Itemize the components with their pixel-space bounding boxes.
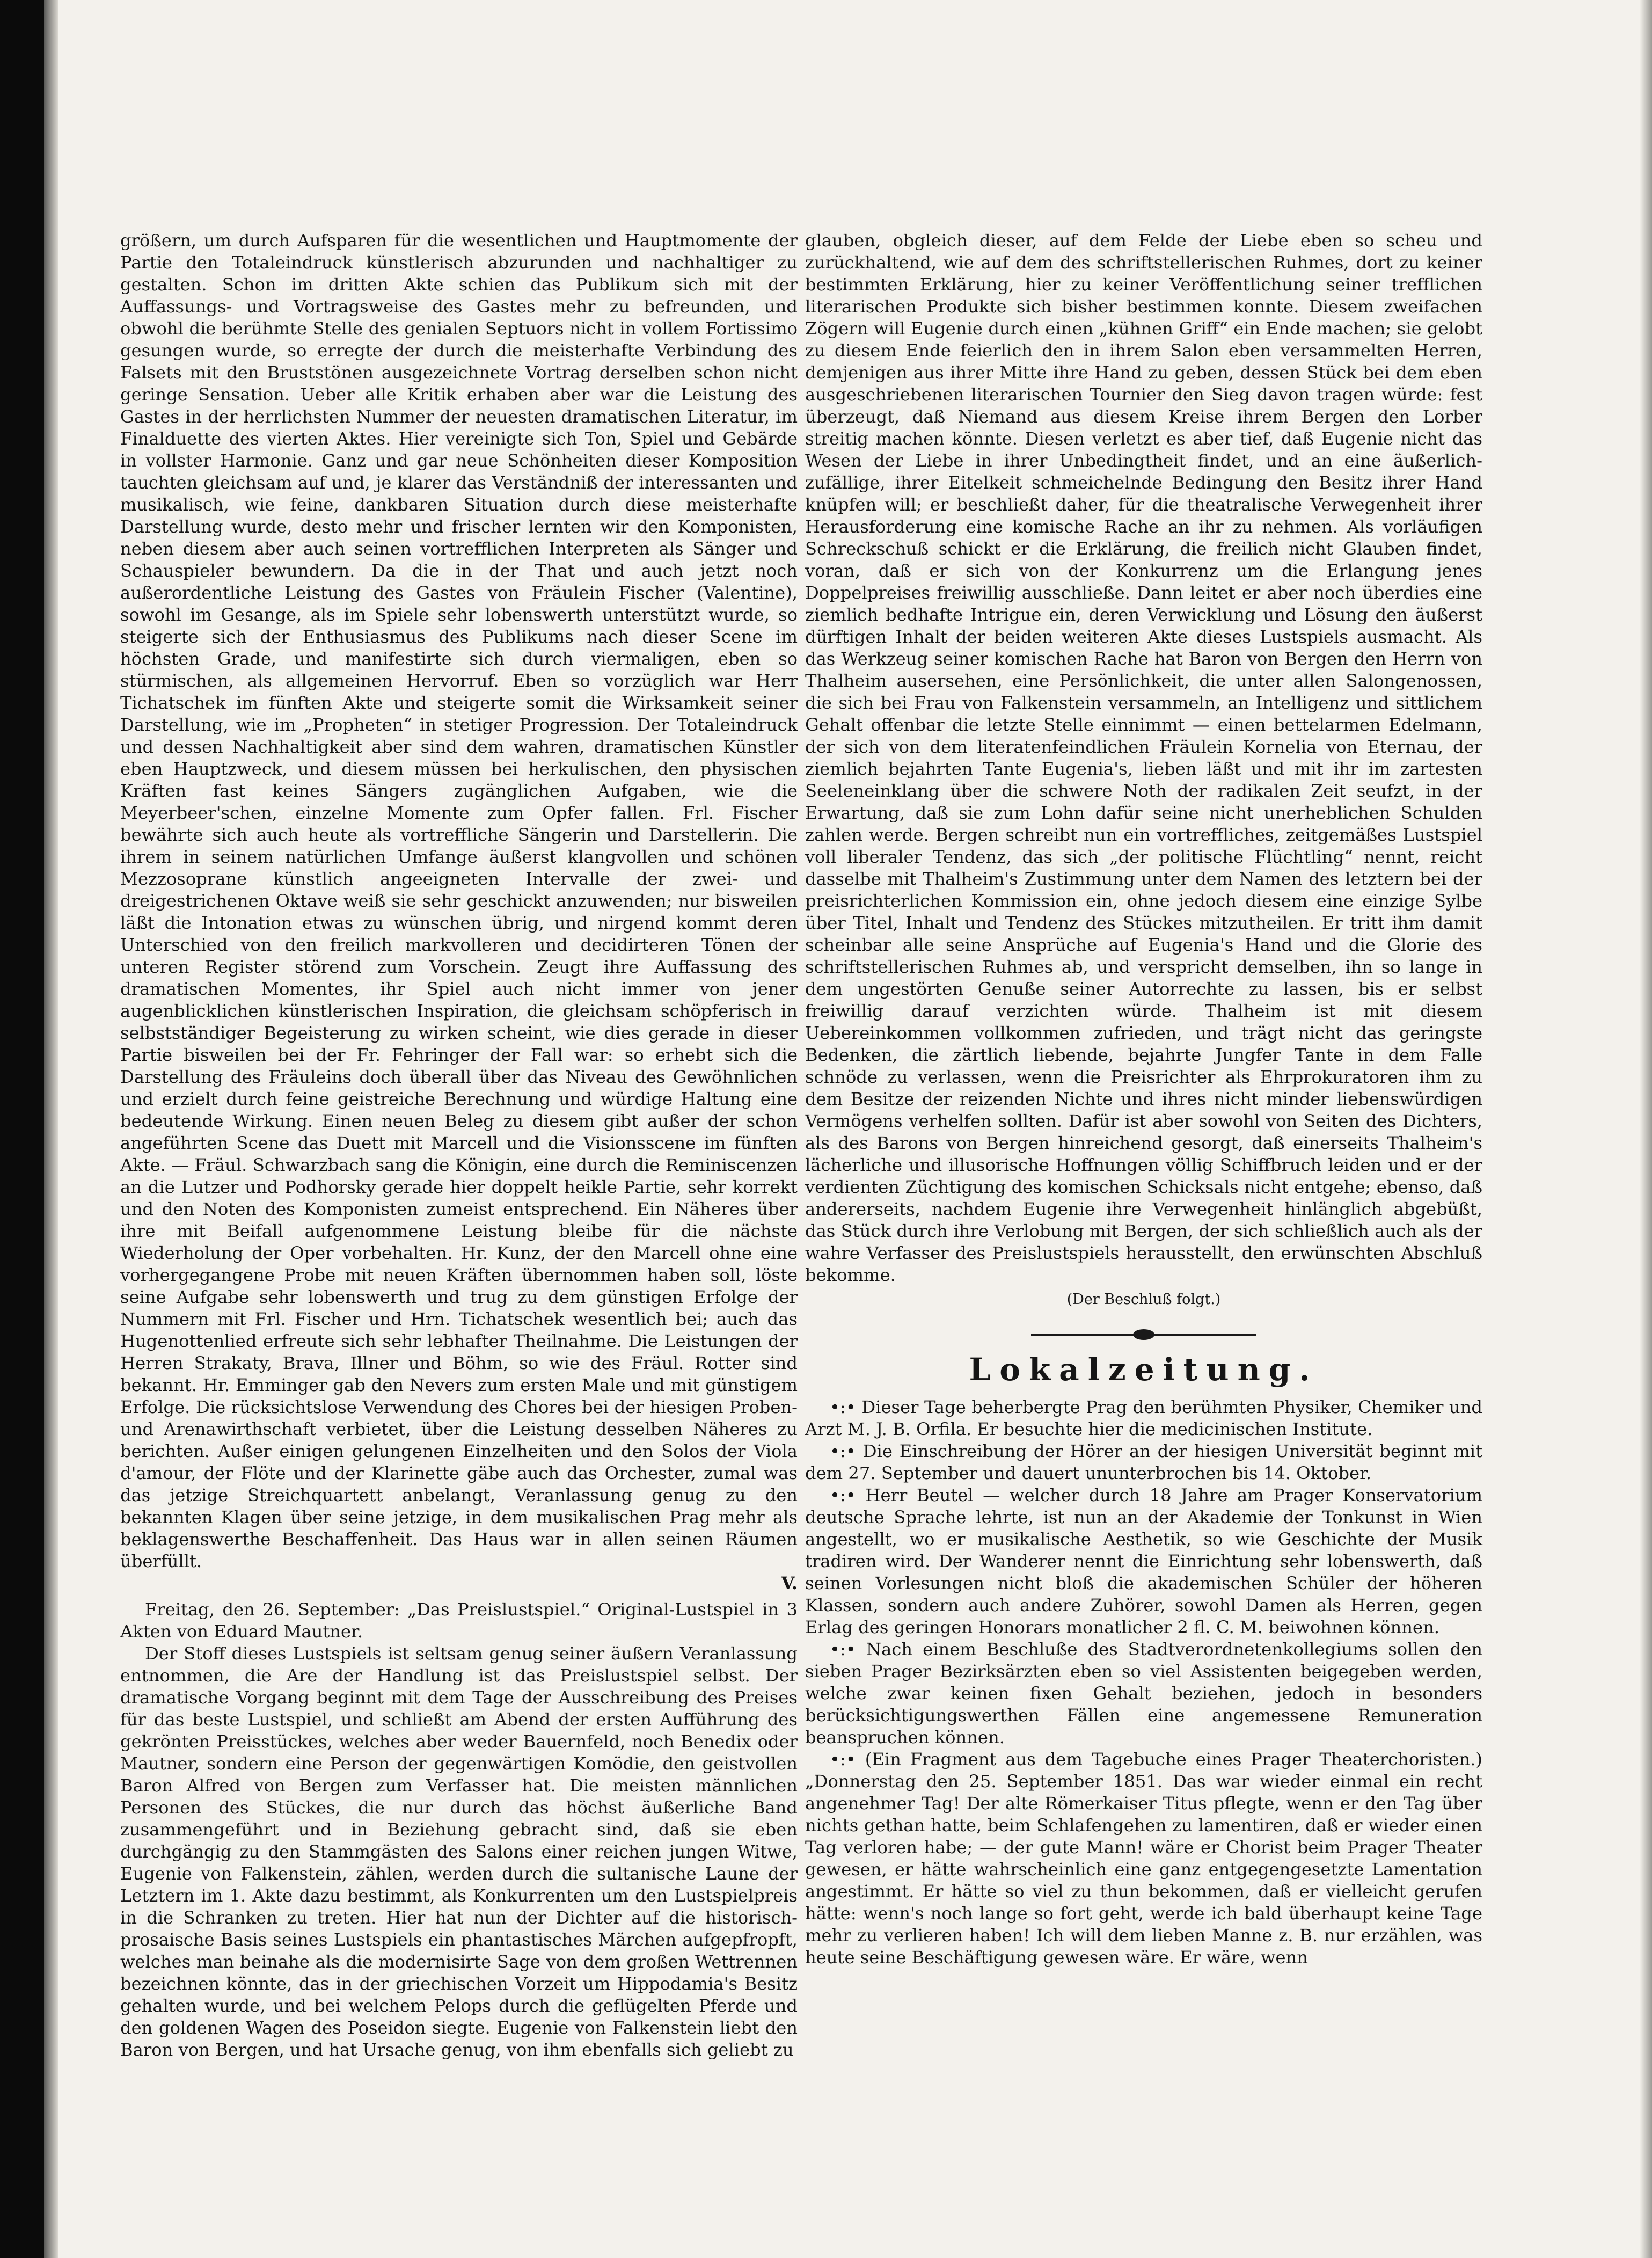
news-item: •:• Nach einem Beschluße des Stadtverordnetenkollegiums sollen den sieben Prager Bezirksärzten eben so viel Assistenten beigegeben werden, welche zwar keinen fixen Gehalt beziehen, jedoch in besonders berücksichtigungswerthen Fällen eine angemessene Remuneration beanspruchen können. <box>805 1639 1482 1747</box>
item-marker: •:• <box>830 1749 856 1769</box>
item-marker: •:• <box>830 1441 856 1461</box>
section-title: Lokalzeitung. <box>969 1351 1319 1388</box>
performance-heading: Freitag, den 26. September: „Das Preislustspiel.“ Original-Lustspiel in 3 Akten von Eduard Mautner. <box>120 1599 798 1642</box>
review-paragraph: Der Stoff dieses Lustspiels ist seltsam genug seiner äußern Veranlassung entnommen, die Are der Handlung ist das Preislustspiel selbst. Der dramatische Vorgang beginnt mit dem Tage der Ausschreibung des Preises für das beste Lustspiel, und schließt am Abend der ersten Aufführung des gekrönten Preisstückes, welches aber weder Bauernfeld, noch Benedix oder Mautner, sondern eine Person der gegenwärtigen Komödie, den geistvollen Baron Alfred von Bergen zum Verfasser hat. Die meisten männlichen Personen des Stückes, die nur durch das höchst äußerliche Band zusammengeführt und in Beziehung gebracht sind, daß sie eben durchgängig zu den Stammgästen des Salons einer reichen jungen Witwe, Eugenie von Falkenstein, zählen, werden durch die sultanische Laune der Letztern im 1. Akte dazu bestimmt, als Konkurrenten um den Lustspielpreis in die Schranken zu treten. Hier hat nun der Dichter auf die historisch-prosaische Basis seines Lustspiels ein phantastisches Märchen aufgepfropft, welches man beinahe als die modernisirte Sage von dem großen Wettrennen bezeichnen könnte, das in der griechischen Vorzeit um Hippodamia's Besitz gehalten wurde, und bei welchem Pelops durch die geflügelten Pferde und den goldenen Wagen des Poseidon siegte. Eugenie von Falkenstein liebt den Baron von Bergen, und hat Ursache genug, von ihm ebenfalls sich geliebt zu <box>120 1643 798 2060</box>
news-item: •:• Die Einschreibung der Hörer an der hiesigen Universität beginnt mit dem 27. September und dauert ununterbrochen bis 14. Oktober. <box>805 1441 1482 1483</box>
page-edge-shadow <box>1640 0 1652 2258</box>
news-item: •:• (Ein Fragment aus dem Tagebuche eines Prager Theaterchoristen.) „Donnerstag den 25. September 1851. Das war wieder einmal ein recht angenehmer Tag! Der alte Römerkaiser Titus pflegte, wenn er den Tag über nichts gethan hatte, beim Schlafengehen zu lamentiren, daß er wieder einen Tag verloren habe; — der gute Mann! wäre er Chorist beim Prager Theater gewesen, er hätte wahrscheinlich eine ganz entgegengesetzte Lamentation angestimmt. Er hätte so viel zu thun bekommen, daß er vielleicht gerufen hätte: wenn's noch lange so fort geht, werde ich bald überhaupt keine Tage mehr zu verlieren haben! Ich will dem lieben Manne z. B. nur erzählen, was heute seine Beschäftigung gewesen wäre. Er wäre, wenn <box>805 1749 1482 1968</box>
continued-note: (Der Beschluß folgt.) <box>1066 1291 1221 1308</box>
news-item: •:• Herr Beutel — welcher durch 18 Jahre am Prager Konservatorium deutsche Sprache lehrte, ist nun an der Akademie der Tonkunst in Wien angestellt, wo er musikalische Aesthetik, so wie Geschichte der Musik tradiren wird. Der Wanderer nennt die Einrichtung sehr lobenswerth, daß seinen Vorlesungen nicht bloß die akademischen Schüler der höheren Klassen, sondern auch andere Zuhörer, sowohl Damen als Herren, gegen Erlag des geringen Honorars monatlicher 2 fl. C. M. beiwohnen können. <box>805 1485 1482 1637</box>
review-paragraph: größern, um durch Aufsparen für die wesentlichen und Hauptmomente der Partie den Totaleindruck künstlerisch abzurunden und nachhaltiger zu gestalten. Schon im dritten Akte schien das Publikum sich mit der Auffassungs- und Vortragsweise des Gastes mehr zu befreunden, und obwohl die berühmte Stelle des genialen Septuors nicht in vollem Fortissimo gesungen wurde, so erregte der durch die meisterhafte Verbindung des Falsets mit den Bruststönen ausgezeichnete Vortrag derselben schon nicht geringe Sensation. Ueber alle Kritik erhaben aber war die Leistung des Gastes in der herrlichsten Nummer der neuesten dramatischen Literatur, im Finalduette des vierten Aktes. Hier vereinigte sich Ton, Spiel und Gebärde in vollster Harmonie. Ganz und gar neue Schönheiten dieser Komposition tauchten gleichsam auf und, je klarer das Verständniß der interessanten und musikalisch, wie feine, dankbaren Situation durch diese meisterhafte Darstellung wurde, desto mehr und frischer lernten wir den Komponisten, neben diesem aber auch seinen vortrefflichen Interpreten als Sänger und Schauspieler bewundern. Da die in der That und auch jetzt noch außerordentliche Leistung des Gastes von Fräulein Fischer (Valentine), sowohl im Gesange, als im Spiele sehr lobenswerth unterstützt wurde, so steigerte sich der Enthusiasmus des Publikums nach dieser Scene im höchsten Grade, und manifestirte sich durch viermaligen, eben so stürmischen, als allgemeinen Hervorruf. Eben so vorzüglich war Herr Tichatschek im fünften Akte und steigerte somit die Wirksamkeit seiner Darstellung, wie im „Propheten“ in stetiger Progression. Der Totaleindruck und dessen Nachhaltigkeit aber sind dem wahren, dramatischen Künstler eben Hauptzweck, und diesem müssen bei herkulischen, den physischen Kräften fast keines Sängers zugänglichen Aufgaben, wie die Meyerbeer'schen, einzelne Momente zum Opfer fallen. Frl. Fischer bewährte sich auch heute als vortreffliche Sängerin und Darstellerin. Die ihrem in seinem natürlichen Umfange äußerst klangvollen und schönen Mezzosoprane künstlich angeeigneten Intervalle der zwei- und dreigestrichenen Oktave weiß sie sehr geschickt anzuwenden; nur bisweilen läßt die Intonation etwas zu wünschen übrig, und nirgend kommt deren Unterschied von den freilich markvolleren und decidirteren Tönen der unteren Register störend zum Vorschein. Zeugt ihre Auffassung des dramatischen Momentes, ihr Spiel auch nicht immer von jener augenblicklichen künstlerischen Inspiration, die gleichsam schöpferisch in selbstständiger Begeisterung zu wirken scheint, wie dies gerade in dieser Partie bisweilen bei der Fr. Fehringer der Fall war: so erhebt sich die Darstellung des Fräuleins doch überall über das Niveau des Gewöhnlichen und erzielt durch feine geistreiche Berechnung und würdige Haltung eine bedeutende Wirkung. Einen neuen Beleg zu diesem gibt außer der schon angeführten Scene das Duett mit Marcell und die Visionsscene im fünften Akte. — Fräul. Schwarzbach sang die Königin, eine durch die Reminiscenzen an die Lutzer und Podhorsky gerade hier doppelt heikle Partie, sehr korrekt und den Noten des Komponisten zumeist entsprechend. Ein Näheres über ihre mit Beifall aufgenommene Leistung bleibe für die nächste Wiederholung der Oper vorbehalten. Hr. Kunz, der den Marcell ohne eine vorhergegangene Probe mit neuen Kräften übernommen haben soll, löste seine Aufgabe sehr lobenswerth und trug zu dem günstigen Erfolge der Nummern mit Frl. Fischer und Hrn. Tichatschek wesentlich bei; auch das Hugenottenlied erfreute sich sehr lebhafter Theilnahme. Die Leistungen der Herren Strakaty, Brava, Illner und Böhm, so wie des Fräul. Rotter sind bekannt. Hr. Emminger gab den Nevers zum ersten Male und mit günstigem Erfolge. Die rücksichtslose Verwendung des Chores bei der hiesigen Proben- und Arenawirthschaft verbietet, über die Leistung desselben Näheres zu berichten. Außer einigen gelungenen Einzelheiten und den Solos der Viola d'amour, der Flöte und der Klarinette gäbe auch das Orchester, zumal was das jetzige Streichquartett anbelangt, Veranlassung genug zu den bekannten Klagen über seine jetzige, in dem musikalischen Prag mehr als beklagenswerthe Beschaffenheit. Das Haus war in allen seinen Räumen überfüllt. <box>120 230 798 1571</box>
item-marker: •:• <box>830 1397 856 1417</box>
section-divider <box>1031 1329 1256 1341</box>
author-signature: V. <box>781 1573 798 1593</box>
page-gutter-shadow <box>44 0 58 2258</box>
review-paragraph: glauben, obgleich dieser, auf dem Felde der Liebe eben so scheu und zurückhaltend, wie auf dem des schriftstellerischen Ruhmes, dort zu keiner bestimmten Erklärung, hier zu keiner Veröffentlichung seiner trefflichen literarischen Produkte sich bisher bestimmen konnte. Diesem zweifachen Zögern will Eugenie durch einen „kühnen Griff“ ein Ende machen; sie gelobt zu diesem Ende feierlich den in ihrem Salon eben versammelten Herren, demjenigen aus ihrer Mitte ihre Hand zu geben, dessen Stück bei dem eben ausgeschriebenen literarischen Tournier den Sieg davon tragen würde: fest überzeugt, daß Niemand aus diesem Kreise ihrem Bergen den Lorber streitig machen könnte. Diesen verletzt es aber tief, daß Eugenie nicht das Wesen der Liebe in ihrer Unbedingtheit findet, und an eine äußerlich-zufällige, ihrer Eitelkeit schmeichelnde Bedingung den Besitz ihrer Hand knüpfen will; er beschließt daher, für die theatralische Verwegenheit ihrer Herausforderung eine komische Rache an ihr zu nehmen. Als vorläufigen Schreckschuß schickt er die Erklärung, die freilich nicht Glauben findet, voran, daß er sich von der Konkurrenz um die Erlangung jenes Doppelpreises freiwillig ausschließe. Dann leitet er aber noch überdies eine ziemlich bedhafte Intrigue ein, deren Verwicklung und Lösung den äußerst dürftigen Inhalt der beiden weiteren Akte dieses Lustspiels ausmacht. Als das Werkzeug seiner komischen Rache hat Baron von Bergen den Herrn von Thalheim ausersehen, eine Persönlichkeit, die unter allen Salongenossen, die sich bei Frau von Falkenstein versammeln, an Intelligenz und sittlichem Gehalt offenbar die letzte Stelle einnimmt — einen bettelarmen Edelmann, der sich von dem literatenfeindlichen Fräulein Kornelia von Eternau, der ziemlich bejahrten Tante Eugenia's, lieben läßt und mit ihr im zartesten Seeleneinklang über die schwere Noth der radikalen Zeit seufzt, in der Erwartung, daß sie zum Lohn dafür seine nicht unerheblichen Schulden zahlen werde. Bergen schreibt nun ein vortreffliches, zeitgemäßes Lustspiel voll liberaler Tendenz, das sich „der politische Flüchtling“ nennt, reicht dasselbe mit Thalheim's Zustimmung unter dem Namen des letztern bei der preisrichterlichen Kommission ein, ohne jedoch diesem eine einzige Sylbe über Titel, Inhalt und Tendenz des Stückes mitzutheilen. Er tritt ihm damit scheinbar alle seine Ansprüche auf Eugenia's Hand und die Glorie des schriftstellerischen Ruhmes ab, und verspricht demselben, ihn so lange in dem ungestörten Genuße seiner Autorrechte zu lassen, bis er selbst freiwillig darauf verzichten würde. Thalheim ist mit diesem Uebereinkommen vollkommen zufrieden, und trägt nicht das geringste Bedenken, die zärtlich liebende, bejahrte Jungfer Tante in dem Falle schnöde zu verlassen, wenn die Preisrichter als Ehrprokuratoren ihm zu dem Besitze der reizenden Nichte und ihres nicht minder liebenswürdigen Vermögens verhelfen sollten. Dafür ist aber sowohl von Seiten des Dichters, als des Barons von Bergen hinreichend gesorgt, daß einerseits Thalheim's lächerliche und illusorische Hoffnungen völlig Schiffbruch leiden und er der verdienten Züchtigung des komischen Schicksals nicht entgehe; ebenso, daß andererseits, nachdem Eugenie ihre Verwegenheit hinlänglich abgebüßt, das Stück durch ihre Verlobung mit Bergen, der sich schließlich auch als der wahre Verfasser des Preislustspiels herausstellt, den erwünschten Abschluß bekomme. <box>805 230 1482 1285</box>
item-marker: •:• <box>830 1485 856 1505</box>
book-spine <box>0 0 44 2258</box>
right-column <box>805 230 1482 1969</box>
item-marker: •:• <box>830 1639 856 1659</box>
news-item: •:• Dieser Tage beherbergte Prag den berühmten Physiker, Chemiker und Arzt M. J. B. Orfila. Er besuchte hier die medicinischen Institute. <box>805 1397 1482 1439</box>
left-column <box>120 230 798 2061</box>
